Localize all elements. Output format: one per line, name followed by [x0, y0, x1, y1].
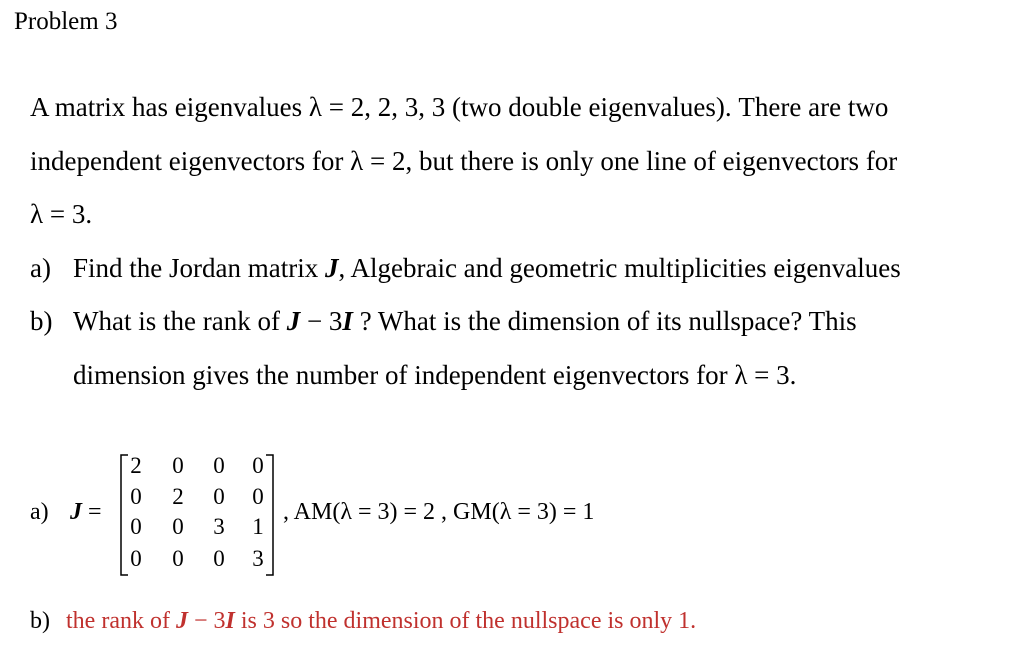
question-a-label: a)	[30, 253, 51, 283]
question-b-line-2: dimension gives the number of independent eigenvectors for λ = 3.	[73, 360, 797, 390]
matrix-cell-1-1: 2	[130, 453, 142, 478]
matrix-cell-2-4: 0	[252, 484, 264, 509]
answer-b-pre: the rank of	[66, 608, 176, 634]
matrix-cell-4-2: 0	[172, 546, 184, 571]
answer-a-J: J	[70, 499, 82, 525]
matrix-cell-3-1: 0	[130, 514, 142, 539]
problem-line-1: A matrix has eigenvalues λ = 2, 2, 3, 3 (two double eigenvalues). There are two	[30, 92, 889, 122]
question-b-pre: What is the rank of	[73, 306, 287, 336]
matrix-cell-2-1: 0	[130, 484, 142, 509]
question-b-mid: − 3	[300, 306, 343, 336]
question-a-text	[73, 253, 901, 284]
question-a-pre: Find the Jordan matrix	[73, 253, 325, 283]
matrix-cell-2-2: 2	[172, 484, 184, 509]
matrix-cell-3-2: 0	[172, 514, 184, 539]
matrix-cell-1-2: 0	[172, 453, 184, 478]
question-b-J: J	[286, 306, 301, 336]
answer-b-J: J	[175, 608, 188, 634]
answer-a-label: a)	[30, 499, 49, 525]
question-b-text	[73, 306, 857, 337]
problem-line-3: λ = 3.	[30, 199, 93, 229]
jordan-matrix	[118, 451, 276, 579]
answer-b	[30, 608, 696, 635]
matrix-cell-1-4: 0	[252, 453, 264, 478]
answer-b-mid: − 3	[187, 608, 226, 634]
matrix-cell-3-3: 3	[213, 514, 225, 539]
answer-a-J-equals	[70, 499, 102, 526]
matrix-cell-4-4: 3	[252, 546, 264, 571]
matrix-cell-4-3: 0	[213, 546, 225, 571]
question-b-label: b)	[30, 306, 53, 336]
answer-b-label: b)	[30, 608, 50, 634]
matrix-cell-2-3: 0	[213, 484, 225, 509]
problem-line-2: independent eigenvectors for λ = 2, but there is only one line of eigenvectors for	[30, 146, 898, 176]
question-a-post: , Algebraic and geometric multiplicities eigenvalues	[338, 253, 901, 283]
answer-b-I: I	[225, 608, 235, 634]
question-a-J: J	[324, 253, 339, 283]
question-b-I: I	[342, 306, 353, 336]
matrix-cell-4-1: 0	[130, 546, 142, 571]
answer-b-post: is 3 so the dimension of the nullspace is only 1.	[234, 608, 697, 634]
answer-a-multiplicities: , AM(λ = 3) = 2 , GM(λ = 3) = 1	[283, 499, 595, 525]
question-b-post: ? What is the dimension of its nullspace? This	[352, 306, 857, 336]
matrix-cell-3-4: 1	[252, 514, 264, 539]
matrix-cell-1-3: 0	[213, 453, 225, 478]
problem-title: Problem 3	[14, 8, 118, 35]
answer-a-eq: =	[82, 499, 102, 525]
